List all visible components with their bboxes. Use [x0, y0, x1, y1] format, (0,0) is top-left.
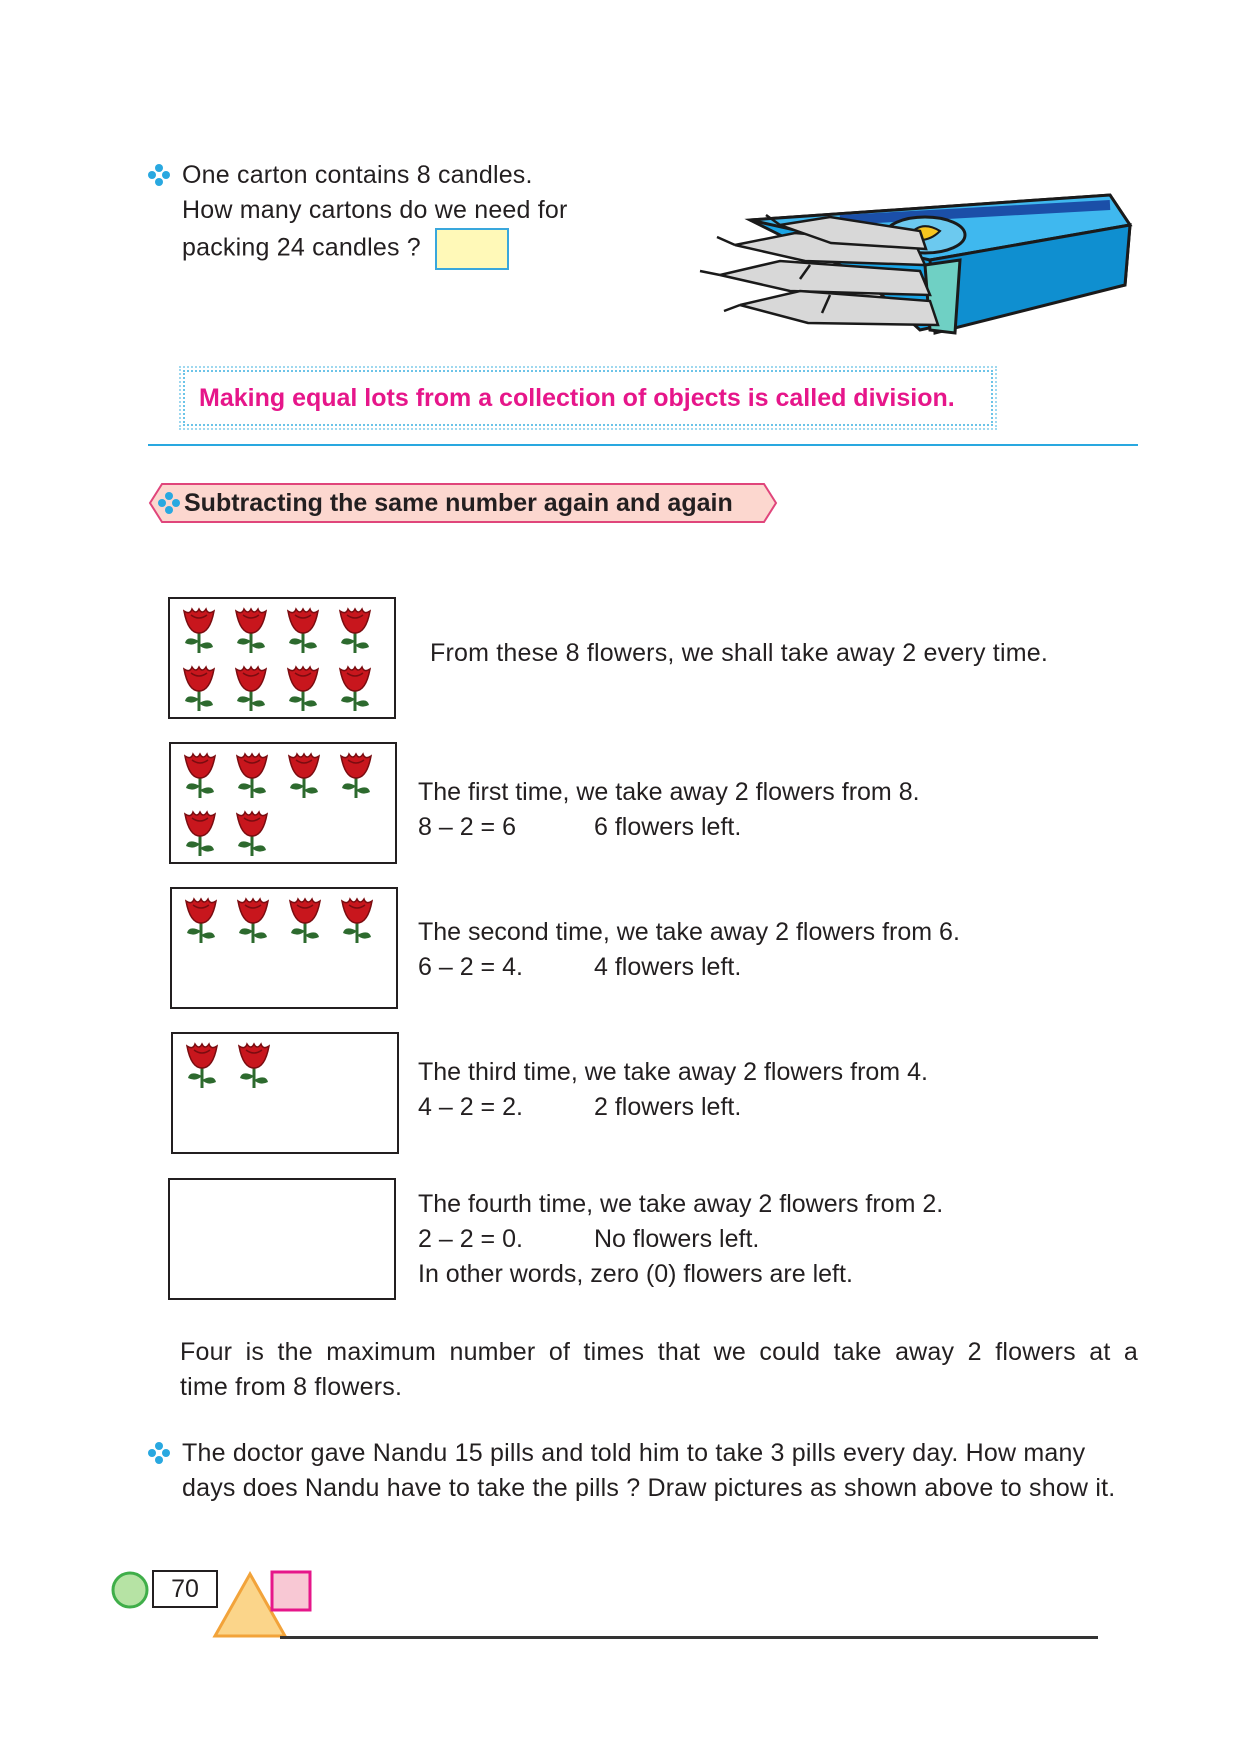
rose-icon [236, 609, 266, 653]
rose-icon [289, 754, 319, 798]
rose-icon [288, 609, 318, 653]
candle-question-line-2: How many cartons do we need for [182, 196, 568, 224]
bullet-icon [148, 164, 170, 186]
pills-question-line-1: The doctor gave Nandu 15 pills and told him to take 3 pills every day. How many [182, 1439, 1086, 1467]
step-4-result: No flowers left. [594, 1225, 760, 1253]
footer-shapes [110, 1560, 330, 1648]
flowers-group [170, 1180, 394, 1298]
rose-icon [342, 899, 372, 943]
section-divider [148, 444, 1138, 446]
rose-icon [186, 899, 216, 943]
conclusion-line-2: time from 8 flowers. [180, 1373, 403, 1401]
flower-box [168, 597, 396, 719]
section-heading-label: Subtracting the same number again and again [184, 489, 733, 517]
conclusion-line-1: Four is the maximum number of times that we could take away 2 flowers at a [180, 1338, 1138, 1366]
flowers-group [171, 744, 395, 862]
step-4-description: The fourth time, we take away 2 flowers from 2. [418, 1190, 944, 1218]
rose-icon [239, 1044, 269, 1088]
step-2-description: The second time, we take away 2 flowers from 6. [418, 918, 960, 946]
rose-icon [184, 609, 214, 653]
rose-icon [237, 812, 267, 856]
flowers-group [170, 599, 394, 717]
step-2 [418, 915, 960, 985]
candle-question-line-1: One carton contains 8 candles. [182, 161, 533, 189]
rose-icon [238, 899, 268, 943]
step-1-equation: 8 – 2 = 6 [418, 813, 516, 841]
rose-icon [184, 667, 214, 711]
rose-icon [185, 754, 215, 798]
conclusion [180, 1335, 1138, 1405]
candle-carton-illustration [690, 165, 1160, 345]
rose-icon [341, 754, 371, 798]
step-3-result: 2 flowers left. [594, 1093, 742, 1121]
answer-box[interactable] [435, 228, 509, 270]
step-1-result: 6 flowers left. [594, 813, 742, 841]
flowers-group [173, 1034, 397, 1152]
flower-box [168, 1178, 396, 1300]
flower-box [170, 887, 398, 1009]
footer-rule [280, 1636, 1098, 1639]
page-number: 70 [152, 1570, 218, 1608]
step-2-result: 4 flowers left. [594, 953, 742, 981]
step-4-equation: 2 – 2 = 0. [418, 1225, 523, 1253]
section-heading [148, 483, 778, 523]
pills-question-line-2: days does Nandu have to take the pills ? Draw pictures as shown above to show it. [182, 1474, 1116, 1502]
flower-box [171, 1032, 399, 1154]
step-3 [418, 1055, 928, 1125]
circle-shape-icon [113, 1573, 147, 1607]
step-4 [418, 1187, 943, 1292]
step-3-description: The third time, we take away 2 flowers from 4. [418, 1058, 928, 1086]
flowers-group [172, 889, 396, 1007]
flower-box [169, 742, 397, 864]
rose-icon [288, 667, 318, 711]
step-1-description: The first time, we take away 2 flowers from 8. [418, 778, 920, 806]
candle-question [182, 158, 568, 270]
rose-icon [237, 754, 267, 798]
rose-icon [340, 609, 370, 653]
square-shape-icon [272, 1572, 310, 1610]
rose-icon [236, 667, 266, 711]
rose-icon [340, 667, 370, 711]
rose-icon [290, 899, 320, 943]
pills-question [182, 1436, 1115, 1506]
division-definition: Making equal lots from a collection of objects is called division. [183, 370, 993, 426]
rose-icon [187, 1044, 217, 1088]
bullet-icon [148, 1442, 170, 1464]
bullet-icon [158, 492, 180, 514]
rose-icon [185, 812, 215, 856]
candle-question-line-3: packing 24 candles ? [182, 233, 421, 262]
intro-text: From these 8 flowers, we shall take away 2 every time. [430, 639, 1048, 667]
step-3-equation: 4 – 2 = 2. [418, 1093, 523, 1121]
step-2-equation: 6 – 2 = 4. [418, 953, 523, 981]
step-1 [418, 775, 920, 845]
step-4-note: In other words, zero (0) flowers are left. [418, 1260, 853, 1288]
